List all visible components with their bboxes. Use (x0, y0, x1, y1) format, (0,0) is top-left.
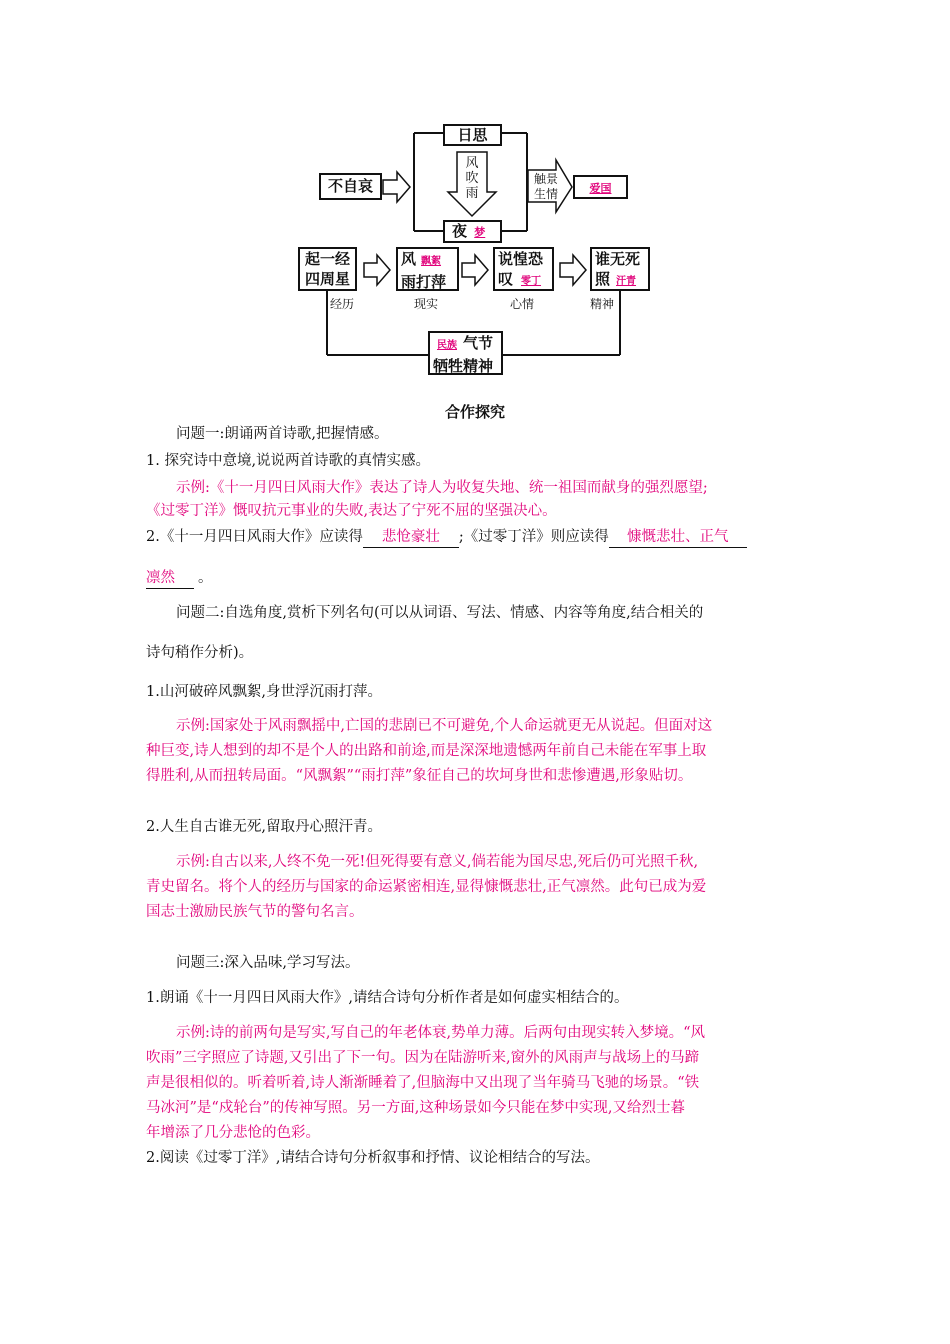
box4-line1: 谁无死 (595, 250, 641, 268)
q2-answer1-line1: 示例:国家处于风雨飘摇中,亡国的悲剧已不可避免,个人命运就更无从说起。但面对这 (176, 718, 713, 734)
ri-si-box (443, 124, 502, 146)
box3-lingding: 零丁 (521, 276, 542, 287)
q1-item2-part1: 2.《十一月四日风雨大作》应读得 (146, 529, 363, 545)
xinqing-box (493, 247, 554, 291)
q1-item2-end: 。 (198, 570, 213, 586)
q2-answer1-line3: 得胜利,从而扭转局面。“风飘絮”“雨打萍”象征自己的坎坷身世和悲惨遭遇,形象贴切。 (146, 768, 693, 784)
label-jingshen: 精神 (590, 297, 615, 311)
bu-zi-ai-text: 不自哀 (327, 177, 373, 195)
box4-zhao: 照 (595, 270, 611, 288)
q3-answer1-line2: 吹雨”三字照应了诗题,又引出了下一句。因为在陆游听来,窗外的风雨声与战场上的马蹄 (146, 1050, 700, 1066)
q1-title: 问题一:朗诵两首诗歌,把握情感。 (176, 426, 389, 442)
box3-tan: 叹 (498, 270, 514, 288)
q1-item1: 1. 探究诗中意境,说说两首诗歌的真情实感。 (146, 453, 431, 469)
chu-jing-text-2: 生情 (533, 187, 558, 201)
jingshen-box (590, 247, 650, 291)
q1-item2-answer2-cont: 凛然 (146, 568, 194, 589)
arrow-right-icon (383, 172, 410, 202)
q3-answer1-line5: 年增添了几分悲怆的色彩。 (146, 1125, 320, 1141)
q3-answer1-line3: 声是很相似的。听着听着,诗人渐渐睡着了,但脑海中又出现了当年骑马飞驰的场景。“铁 (146, 1075, 700, 1091)
xianshi-box (396, 247, 459, 291)
ye-meng-box (443, 220, 502, 243)
jingli-box (298, 247, 357, 291)
chu-jing-text-1: 触景 (533, 172, 558, 186)
q1-item2-part2: ;《过零丁洋》则应读得 (458, 529, 609, 545)
q3-answer1-line1: 示例:诗的前两句是写实,写自己的年老体衰,势单力薄。后两句由现实转入梦境。“风 (176, 1025, 706, 1041)
q3-answer1-line4: 马冰河”是“戍轮台”的传神写照。另一方面,这种场景如今只能在梦中实现,又给烈士暮 (146, 1100, 685, 1116)
ai-guo-box (573, 175, 628, 199)
box4-hanqing: 汗青 (616, 276, 637, 287)
q2-answer2-line1: 示例:自古以来,人终不免一死!但死得要有意义,倘若能为国尽忠,死后仍可光照千秋, (176, 854, 699, 870)
q3-item1: 1.朗诵《十一月四日风雨大作》,请结合诗句分析作者是如何虚实相结合的。 (146, 990, 629, 1006)
bottom-minzu: 民族 (437, 340, 457, 351)
ai-guo-text: 爱国 (589, 182, 612, 195)
q1-item2-answer1: 悲怆豪壮 (363, 527, 459, 548)
box3-line1: 说惶恐 (498, 250, 544, 268)
ye-text: 夜 (452, 222, 468, 240)
q1-item2-cont (146, 568, 213, 589)
arrow-right-icon (462, 255, 488, 285)
mind-map-diagram (0, 0, 950, 400)
bottom-box (428, 331, 503, 375)
q2-item1: 1.山河破碎风飘絮,身世浮沉雨打萍。 (146, 684, 382, 700)
q3-item2: 2.阅读《过零丁洋》,请结合诗句分析叙事和抒情、议论相结合的写法。 (146, 1150, 600, 1166)
arrow-right-icon (364, 255, 390, 285)
q1-item2-answer2: 慷慨悲壮、正气 (609, 527, 747, 548)
q2-title-line1: 问题二:自选角度,赏析下列名句(可以从词语、写法、情感、内容等角度,结合相关的 (176, 605, 704, 621)
box1-line1: 起一经 (304, 250, 350, 268)
label-xianshi: 现实 (414, 297, 439, 311)
label-jingli: 经历 (330, 297, 355, 311)
q3-title: 问题三:深入品味,学习写法。 (176, 955, 360, 971)
q2-answer2-line2: 青史留名。将个人的经历与国家的命运紧密相连,显得慷慨悲壮,正气凛然。此句已成为爱 (146, 879, 707, 895)
bu-zi-ai-box (319, 173, 382, 200)
feng-chui-yu-text: 风吹雨 (465, 156, 479, 201)
section-title: 合作探究 (444, 403, 505, 421)
box2-piaoxu: 飘絮 (421, 256, 442, 267)
box2-line2: 雨打萍 (401, 273, 447, 291)
q2-answer1-line2: 种巨变,诗人想到的却不是个人的出路和前途,而是深深地遗憾两年前自己未能在军事上取 (146, 743, 707, 759)
q1-answer1-line2: 《过零丁洋》慨叹抗元事业的失败,表达了宁死不屈的坚强决心。 (146, 503, 557, 519)
ri-si-text: 日思 (457, 126, 488, 144)
q1-answer1-line1: 示例:《十一月四日风雨大作》表达了诗人为收复失地、统一祖国而献身的强烈愿望; (176, 480, 708, 496)
arrow-right-icon (560, 255, 586, 285)
box1-line2: 四周星 (304, 270, 350, 288)
q1-item2 (146, 527, 747, 548)
q2-title-line2: 诗句稍作分析)。 (146, 645, 254, 661)
box2-feng: 风 (401, 250, 417, 268)
bottom-line2: 牺牲精神 (433, 357, 494, 375)
q2-answer2-line3: 国志士激励民族气节的警句名言。 (146, 904, 364, 920)
label-xinqing: 心情 (510, 297, 535, 311)
bottom-qijie: 气节 (463, 334, 494, 352)
meng-text: 梦 (474, 226, 486, 239)
q2-item2: 2.人生自古谁无死,留取丹心照汗青。 (146, 819, 382, 835)
